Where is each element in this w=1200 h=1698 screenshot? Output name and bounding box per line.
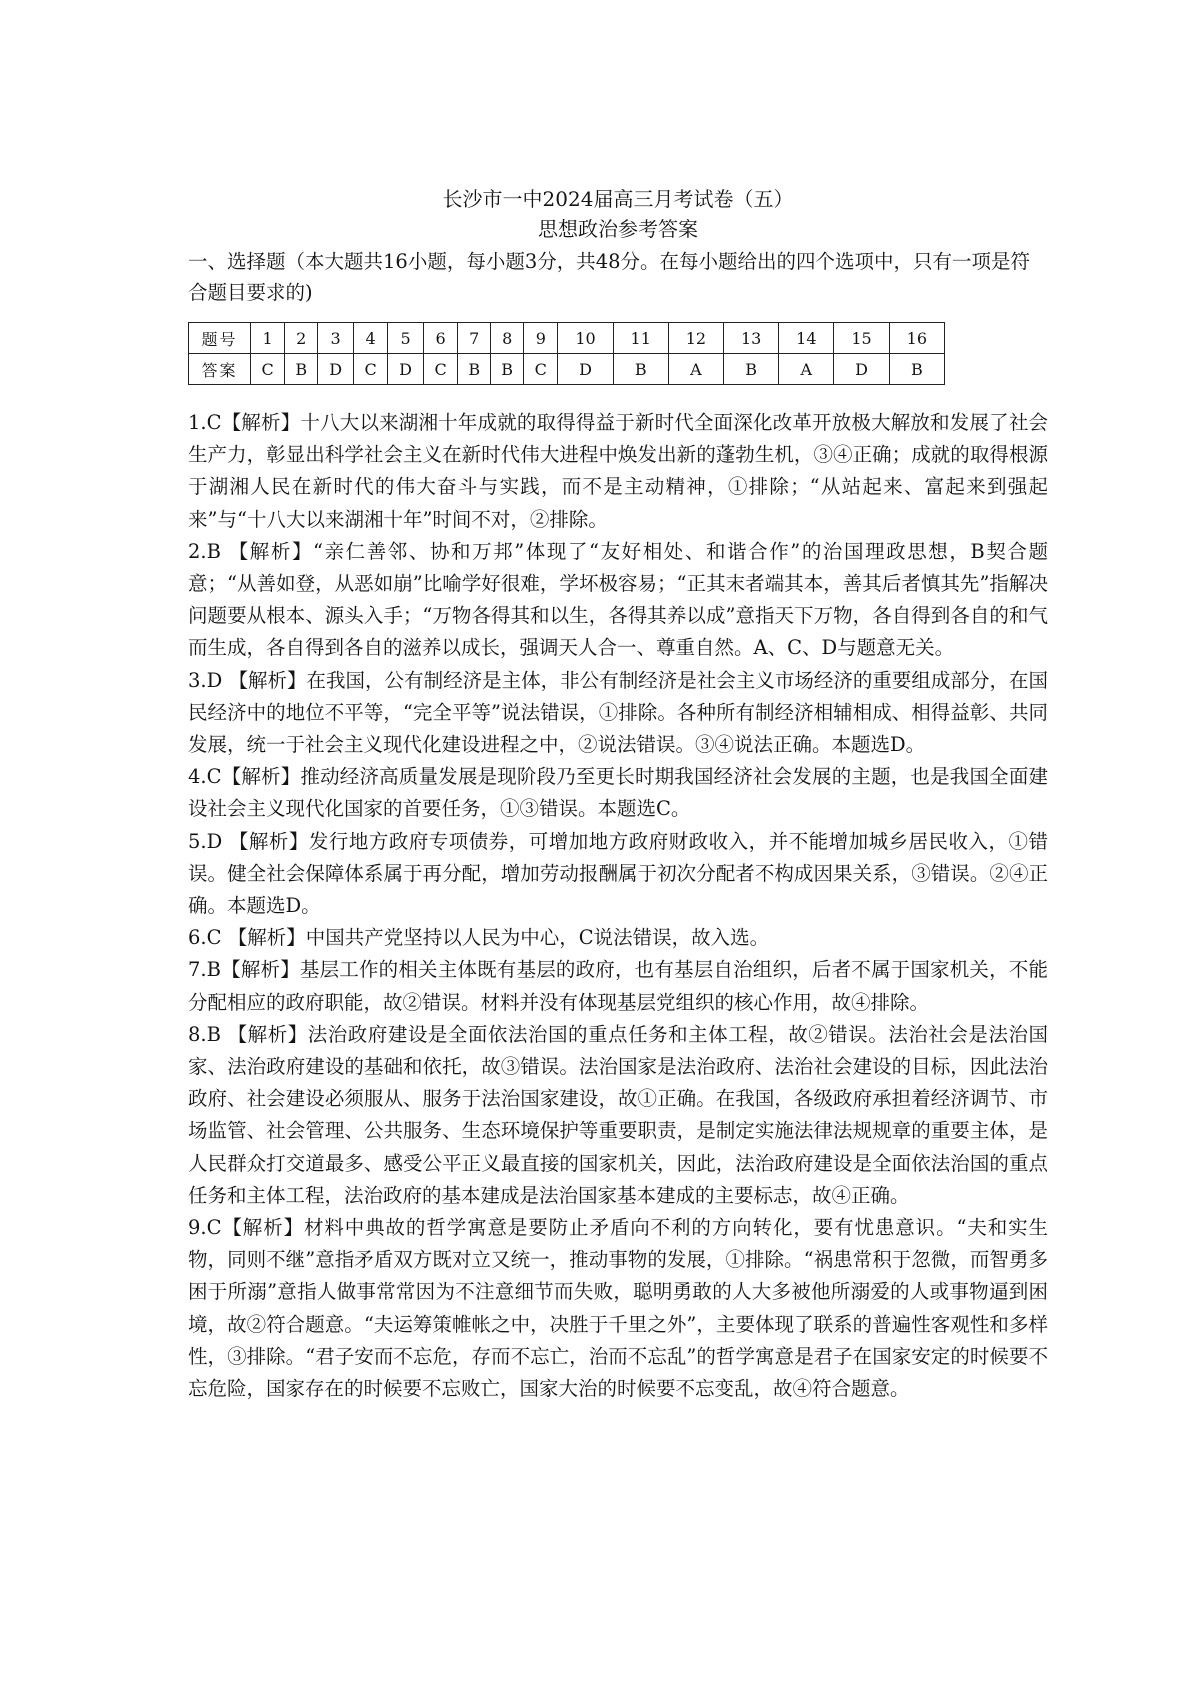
answer-cell: B [285,354,318,385]
question-number: 8 [491,323,524,354]
question-number: 4 [353,323,387,354]
question-number: 16 [889,323,944,354]
analysis-item-1: 1.C【解析】十八大以来湖湘十年成就的取得得益于新时代全面深化改革开放极大解放和发展了社会生产力，彰显出科学社会主义在新时代伟大进程中焕发出新的蓬勃生机，③④正确；成就的取得根源于湖湘人民在新时代的伟大奋斗与实践，而不是主动精神，①排除；“从站起来、富起来到强起来”与“十八大以来湖湘十年”时间不对，②排除。 [188,411,1048,531]
question-number: 10 [558,323,613,354]
analysis-item-9: 9.C【解析】材料中典故的哲学寓意是要防止矛盾向不利的方向转化，要有忧患意识。“夫和实生物，同则不继”意指矛盾双方既对立又统一，推动事物的发展，①排除。“祸患常积于忽微，而智勇多困于所溺”意指人做事常常因为不注意细节而失败，聪明勇敢的人大多被他所溺爱的人或事物逼到困境，故②符合题意。“夫运筹策帷帐之中，决胜于千里之外”，主要体现了联系的普遍性客观性和多样性，③排除。“君子安而不忘危，存而不忘亡，治而不忘乱”的哲学寓意是君子在国家安定的时候要不忘危险，国家存在的时候要不忘败亡，国家大治的时候要不忘变乱，故④符合题意。 [188,1216,1048,1401]
answer-cell: D [318,354,354,385]
question-number: 5 [388,323,424,354]
table-row-numbers [189,323,945,354]
answer-cell: B [724,354,779,385]
row-label-answer: 答案 [189,354,251,385]
question-number: 14 [779,323,834,354]
analysis-item-4: 4.C【解析】推动经济高质量发展是现阶段乃至更长时期我国经济社会发展的主题，也是我国全面建设社会主义现代化国家的首要任务，①③错误。本题选C。 [188,765,1048,821]
question-number: 11 [613,323,668,354]
analysis-item-8: 8.B 【解析】法治政府建设是全面依法治国的重点任务和主体工程，故②错误。法治社会是法治国家、法治政府建设的基础和依托，故③错误。法治国家是法治政府、法治社会建设的目标，因此法治政府、社会建设必须服从、服务于法治国家建设，故①正确。在我国，各级政府承担着经济调节、市场监管、社会管理、公共服务、生态环境保护等重要职责，是制定实施法律法规规章的重要主体，是人民群众打交道最多、感受公平正义最直接的国家机关，因此，法治政府建设是全面依法治国的重点任务和主体工程，法治政府的基本建成是法治国家基本建成的主要标志，故④正确。 [188,1022,1048,1207]
section-heading-choice: 一、选择题（本大题共16小题，每小题3分，共48分。在每小题给出的四个选项中，只有一项是符合题目要求的) [188,250,1031,304]
page-subtitle: 思想政治参考答案 [538,217,698,241]
answer-cell: A [668,354,723,385]
question-number: 15 [834,323,889,354]
answer-cell: B [491,354,524,385]
analysis-item-6: 6.C 【解析】中国共产党坚持以人民为中心，C说法错误，故入选。 [188,926,770,950]
question-number: 2 [285,323,318,354]
question-number: 12 [668,323,723,354]
answer-cell: B [458,354,491,385]
answer-sheet-page [188,184,1048,1405]
analysis-item-7: 7.B【解析】基层工作的相关主体既有基层的政府，也有基层自治组织，后者不属于国家机关，不能分配相应的政府职能，故②错误。材料并没有体现基层党组织的核心作用，故④排除。 [188,958,1048,1014]
question-number: 6 [423,323,457,354]
answer-cell: D [558,354,613,385]
analysis-item-3: 3.D 【解析】在我国，公有制经济是主体，非公有制经济是社会主义市场经济的重要组成部分，在国民经济中的地位不平等，“完全平等”说法错误，①排除。各种所有制经济相辅相成、相得益彰、共同发展，统一于社会主义现代化建设进程之中，②说法错误。③④说法正确。本题选D。 [188,668,1048,757]
answer-cell: D [388,354,424,385]
answer-table [188,322,945,385]
question-number: 1 [251,323,285,354]
answer-cell: C [524,354,558,385]
answer-cell: B [613,354,668,385]
question-number: 3 [318,323,354,354]
row-label-number: 题号 [189,323,251,354]
answer-cell: D [834,354,889,385]
question-number: 9 [524,323,558,354]
table-row-answers [189,354,945,385]
answer-cell: B [889,354,944,385]
analysis-item-2: 2.B 【解析】“亲仁善邻、协和万邦”体现了“友好相处、和谐合作”的治国理政思想，B契合题意；“从善如登，从恶如崩”比喻学好很难，学坏极容易；“正其末者端其本，善其后者慎其先”指解决问题要从根本、源头入手；“万物各得其和以生，各得其养以成”意指天下万物，各自得到各自的和气而生成，各自得到各自的滋养以成长，强调天人合一、尊重自然。A、C、D与题意无关。 [188,539,1048,660]
answer-cell: C [353,354,387,385]
analysis-list [188,407,1048,1405]
answer-cell: C [423,354,457,385]
answer-cell: C [251,354,285,385]
answer-cell: A [779,354,834,385]
analysis-item-5: 5.D 【解析】发行地方政府专项债券，可增加地方政府财政收入，并不能增加城乡居民收入，①错误。健全社会保障体系属于再分配，增加劳动报酬属于初次分配者不构成因果关系，③错误。②④正确。本题选D。 [188,829,1048,918]
question-number: 13 [724,323,779,354]
question-number: 7 [458,323,491,354]
page-title: 长沙市一中2024届高三月考试卷（五） [442,187,794,211]
